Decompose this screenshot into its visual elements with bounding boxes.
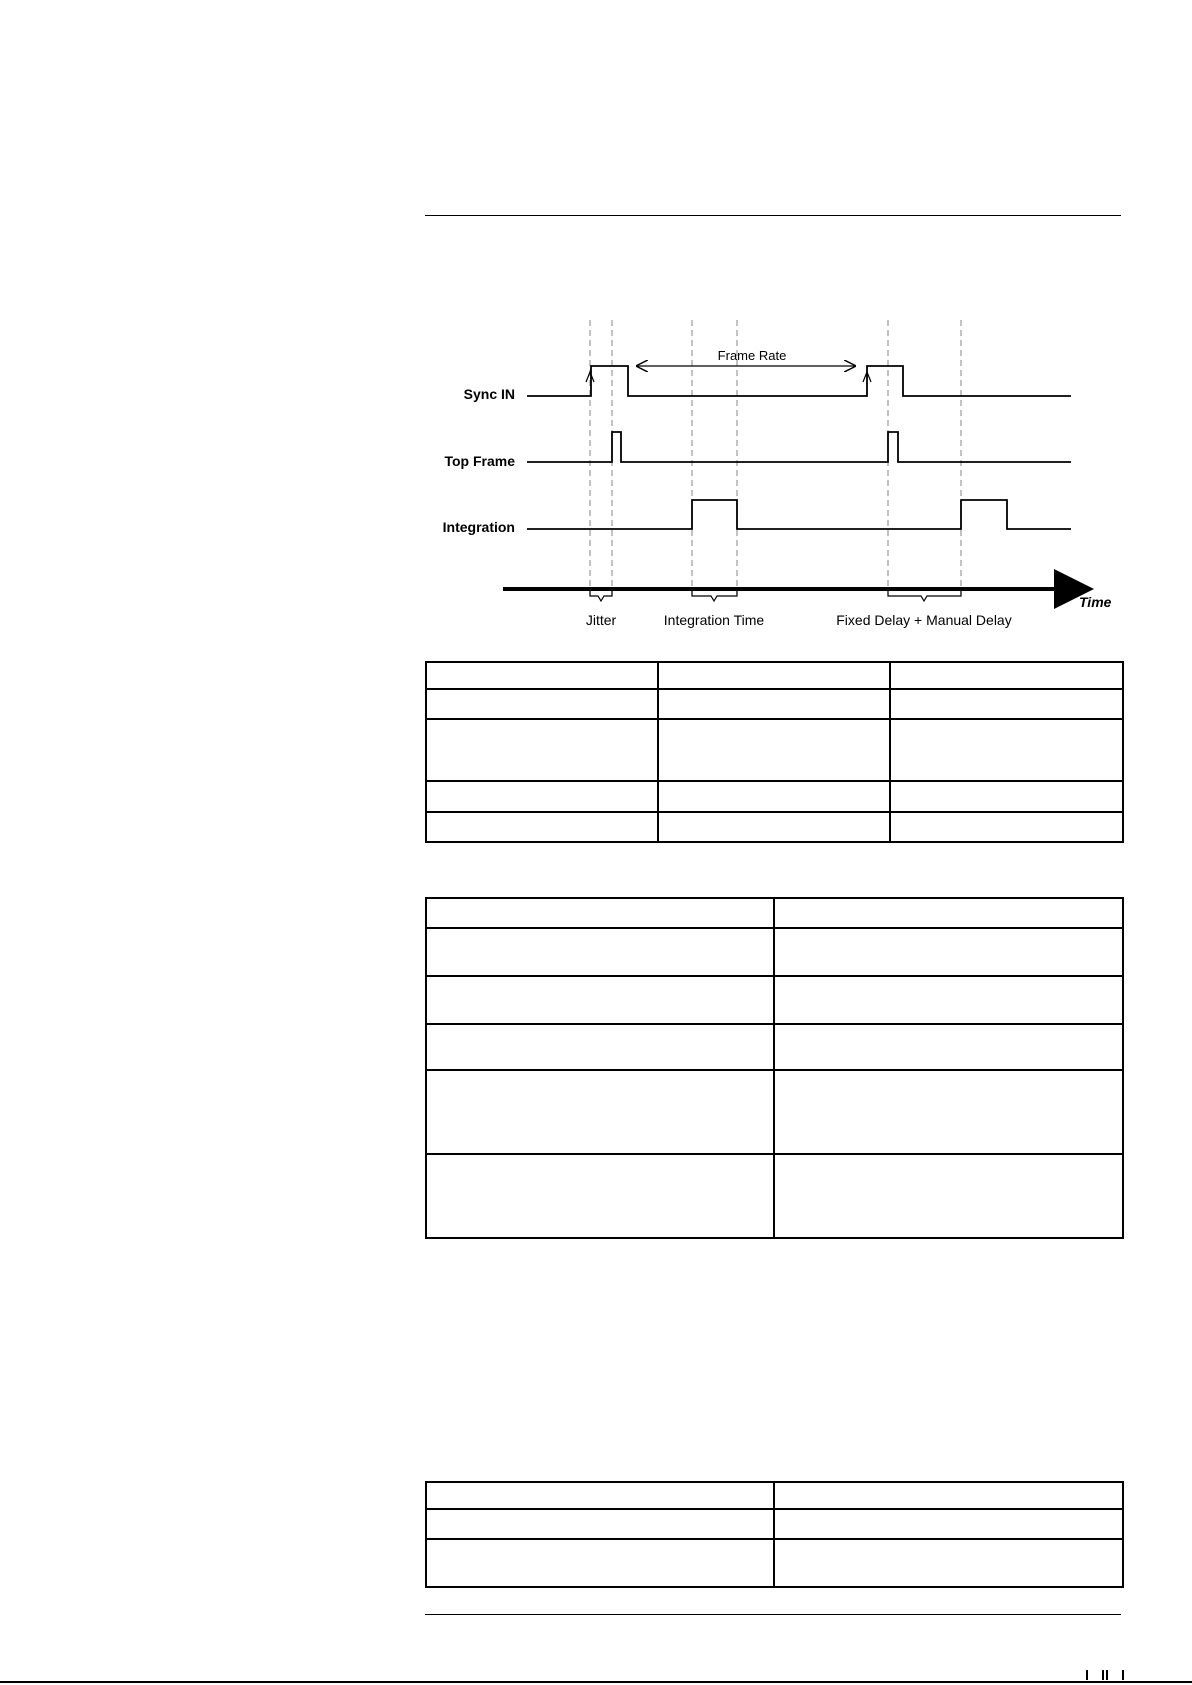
- table-row: [426, 781, 1123, 812]
- table-row: [426, 689, 1123, 719]
- jitter-label: Jitter: [585, 612, 617, 628]
- integration-waveform: [527, 500, 1071, 529]
- table-row: [426, 812, 1123, 842]
- page-corner-mark: [1086, 1670, 1104, 1680]
- sync-in-label: Sync IN: [463, 386, 515, 402]
- table-row: [426, 1154, 1123, 1238]
- table-row: [426, 1482, 1123, 1509]
- jitter-bracket: [590, 591, 612, 601]
- time-axis-label: Time: [1079, 594, 1112, 610]
- top-frame-label: Top Frame: [444, 453, 515, 469]
- integration-label: Integration: [442, 519, 515, 535]
- delay-label: Fixed Delay + Manual Delay: [836, 612, 1012, 628]
- table-1: [425, 661, 1124, 843]
- footer-rule: [425, 1614, 1121, 1615]
- timing-diagram: [0, 0, 1192, 640]
- table-row: [426, 976, 1123, 1024]
- table-2: [425, 897, 1124, 1239]
- table-row: [426, 1024, 1123, 1070]
- table-row: [426, 662, 1123, 689]
- page-bottom-border: [0, 1681, 1192, 1683]
- sync-in-waveform: [527, 366, 1071, 396]
- page-corner-mark: [1106, 1670, 1124, 1680]
- frame-rate-label: Frame Rate: [717, 348, 787, 363]
- integration-time-bracket: [692, 591, 737, 601]
- table-row: [426, 928, 1123, 976]
- integration-time-label: Integration Time: [663, 612, 765, 628]
- top-frame-waveform: [527, 432, 1071, 462]
- delay-bracket: [888, 591, 961, 601]
- table-row: [426, 1070, 1123, 1154]
- table-row: [426, 1539, 1123, 1587]
- table-row: [426, 1509, 1123, 1539]
- table-3: [425, 1481, 1124, 1588]
- table-row: [426, 719, 1123, 781]
- table-row: [426, 898, 1123, 928]
